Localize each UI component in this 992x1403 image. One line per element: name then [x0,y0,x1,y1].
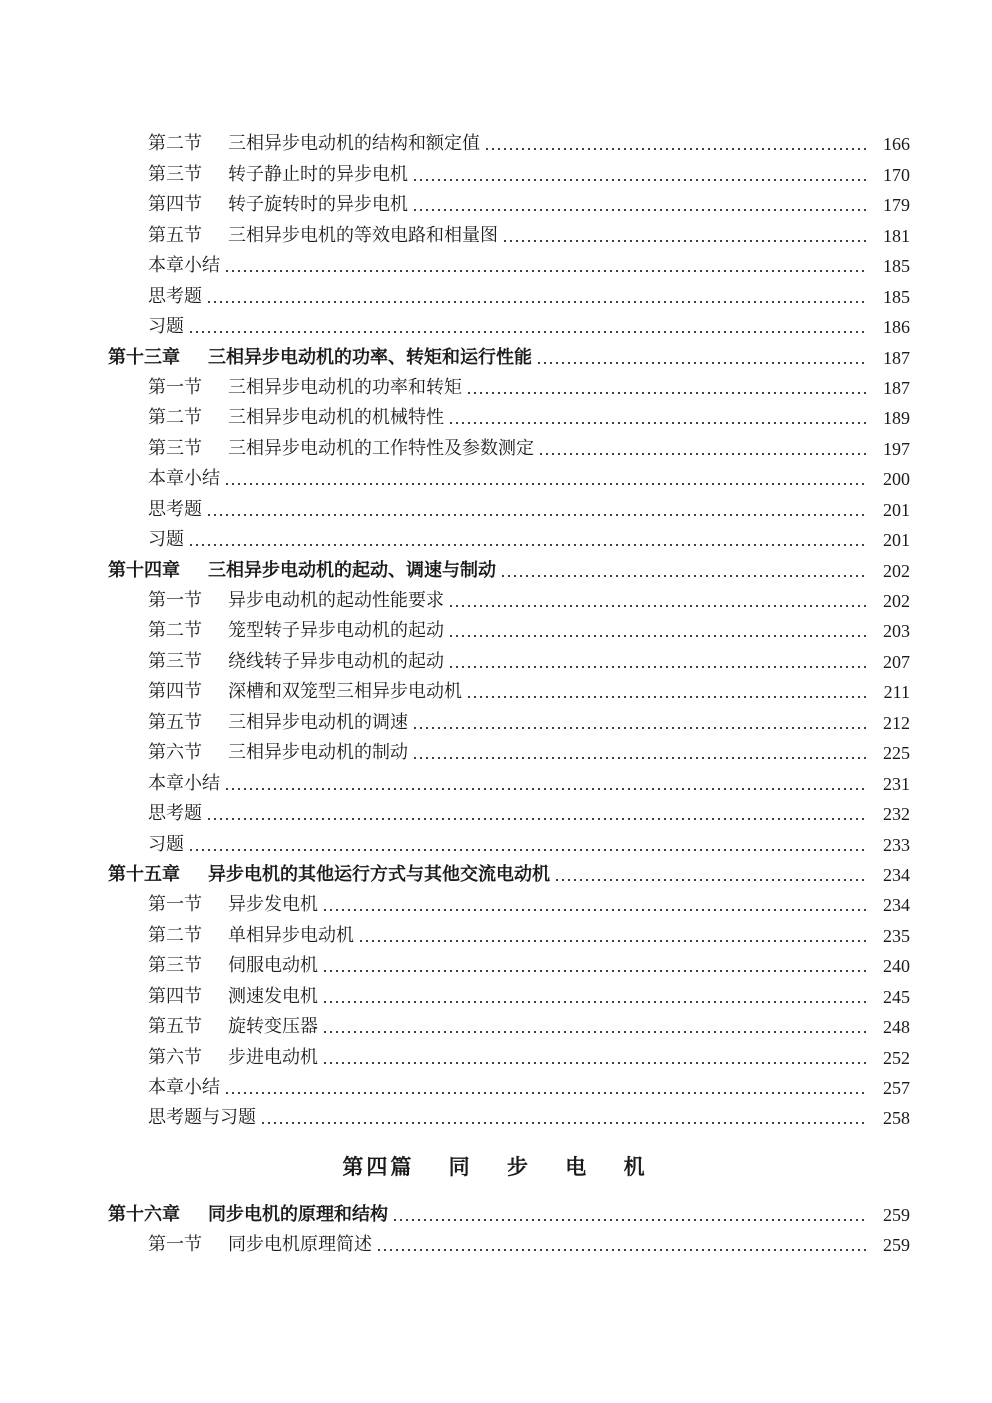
toc-section-entry[interactable] [148,1040,910,1070]
toc-section-entry[interactable] [148,218,910,248]
page-number: 248 [883,1017,910,1038]
toc-section-entry[interactable] [148,157,910,187]
dot-leader [260,1122,868,1124]
toc-entry-label [148,164,408,186]
page-number: 200 [883,469,910,490]
toc-entry-label [148,620,444,642]
dot-leader [188,331,868,333]
dot-leader [448,605,868,607]
toc-entry-title: 三相异步电动机的起动、调速与制动 [208,559,496,581]
dot-leader [412,209,868,211]
dot-leader [206,818,868,820]
toc-entry-label [148,468,220,490]
dot-leader [322,1031,868,1033]
toc-chapter-entry[interactable] [108,858,910,888]
toc-entry-title: 异步电动机的起动性能要求 [228,590,444,611]
toc-section-entry[interactable] [148,310,910,340]
toc-entry-title: 三相异步电动机的结构和额定值 [228,133,480,155]
section-number: 第三节 [148,163,202,185]
section-number: 第五节 [148,224,202,246]
page-number: 197 [883,438,910,459]
toc-entry-label [148,194,408,216]
toc-section-entry[interactable] [148,1071,910,1101]
page-number: 201 [883,530,910,551]
page-number: 252 [883,1047,910,1068]
page-number: 185 [883,256,910,277]
page-number: 234 [883,864,910,885]
section-number: 第一节 [148,376,202,398]
toc-entry-title: 本章小结 [148,1077,220,1098]
page-number: 170 [883,164,910,185]
dot-leader [322,1001,868,1003]
toc-entry-title: 本章小结 [148,468,220,490]
toc-entry-label [148,133,480,155]
dot-leader [224,270,868,272]
toc-entry-label [148,834,184,856]
chapter-number: 第十五章 [108,863,180,885]
toc-entry-label [148,681,462,703]
toc-entry-title: 本章小结 [148,772,220,794]
toc-entry-title: 绕线转子异步电动机的起动 [228,650,444,672]
page-number: 232 [883,804,910,825]
toc-section-entry[interactable] [148,949,910,979]
chapter-number: 第十六章 [108,1203,180,1225]
toc-entry-label [148,894,318,916]
part-heading-text: 第四篇 同 步 电 机 [342,1154,648,1180]
toc-entry-title: 思考题 [148,498,202,520]
section-number: 第二节 [148,133,202,155]
toc-entry-label [148,742,408,764]
toc-entry-title: 深槽和双笼型三相异步电动机 [228,681,462,703]
toc-entry-label [108,560,496,582]
toc-entry-title: 同步电机原理简述 [228,1234,372,1256]
section-number: 第二节 [148,407,202,429]
dot-leader [358,940,868,942]
page-number: 245 [883,986,910,1007]
section-number: 第二节 [148,620,202,642]
toc-section-entry[interactable] [148,401,910,431]
dot-leader [322,970,868,972]
page-number: 189 [883,408,910,429]
toc-chapter-entry[interactable] [108,340,910,370]
section-number: 第二节 [148,924,202,946]
toc-entry-title: 同步电机的原理和结构 [208,1203,388,1225]
toc-section-entry[interactable] [148,614,910,644]
page-number: 212 [883,712,910,733]
page-number: 231 [883,773,910,794]
toc-section-entry[interactable] [148,127,910,157]
dot-leader [412,179,868,181]
page-number: 240 [883,956,910,977]
toc-entry-title: 笼型转子异步电动机的起动 [228,620,444,642]
toc-entry-title: 旋转变压器 [228,1016,318,1038]
toc-section-entry[interactable] [148,249,910,279]
dot-leader [538,453,868,455]
dot-leader [224,483,868,485]
toc-entry-label [108,347,532,369]
section-number: 第五节 [148,711,202,733]
toc-entry-title: 三相异步电动机的调速 [228,711,408,733]
page-number: 257 [883,1078,910,1098]
toc-entry-label [148,255,220,277]
toc-section-entry[interactable] [148,462,910,492]
toc-entry-title: 单相异步电动机 [228,924,354,946]
toc-section-entry[interactable] [148,371,910,401]
toc-entry-title: 异步发电机 [228,894,318,916]
toc-entry-label [148,1077,220,1099]
toc-entry-title: 测速发电机 [228,985,318,1007]
toc-section-entry[interactable] [148,1101,910,1131]
toc-section-entry[interactable] [148,766,910,796]
toc-entry-label [148,773,220,795]
dot-leader [536,362,868,364]
page-number: 233 [883,834,910,855]
page-number: 166 [883,134,910,155]
section-number: 第三节 [148,650,202,672]
section-number: 第三节 [148,955,202,977]
toc-entry-label [148,803,202,825]
toc-chapter-entry[interactable] [108,553,910,583]
page-number: 202 [883,591,910,611]
section-number: 第四节 [148,985,202,1007]
dot-leader [224,788,868,790]
toc-entry-title: 伺服电动机 [228,955,318,977]
toc-entry-label [148,438,534,460]
toc-entry-label [148,925,354,947]
page-number: 259 [883,1204,910,1225]
toc-section-entry[interactable] [148,736,910,766]
toc-entry-title: 转子静止时的异步电机 [228,163,408,185]
section-number: 第六节 [148,742,202,764]
dot-leader [392,1219,868,1221]
toc-entry-label [148,377,462,399]
dot-leader [376,1249,868,1251]
toc-entry-label [148,1016,318,1038]
toc-entry-label [148,955,318,977]
chapter-number: 第十四章 [108,559,180,581]
toc-entry-label [148,529,184,551]
page-number: 258 [883,1108,910,1129]
toc-section-entry[interactable] [148,584,910,614]
page-number: 179 [883,195,910,216]
toc-entry-label [148,499,202,521]
toc-section-entry[interactable] [148,705,910,735]
dot-leader [448,422,868,424]
page-number: 185 [883,286,910,307]
toc-entry-label [148,651,444,673]
toc-entry-label [148,1107,256,1129]
dot-leader [188,849,868,851]
toc-entry-label [108,1204,388,1226]
toc-entry-label [148,1234,372,1256]
toc-entry-title: 三相异步电动机的工作特性及参数测定 [228,437,534,459]
section-number: 第六节 [148,1046,202,1068]
section-number: 第四节 [148,194,202,216]
toc-section-entry[interactable] [148,1228,910,1258]
dot-leader [322,909,868,911]
dot-leader [206,514,868,516]
chapter-number: 第十三章 [108,346,180,368]
section-number: 第三节 [148,437,202,459]
section-number: 第一节 [148,894,202,916]
toc-section-entry[interactable] [148,979,910,1009]
toc-entry-title: 三相异步电动机的制动 [228,742,408,764]
toc-entry-title: 思考题 [148,803,202,825]
toc-section-entry[interactable] [148,1010,910,1040]
toc-section-entry[interactable] [148,492,910,522]
dot-leader [500,575,868,577]
toc-section-entry[interactable] [148,797,910,827]
dot-leader [412,727,868,729]
section-number: 第四节 [148,681,202,703]
toc-entry-label [148,316,184,338]
dot-leader [554,879,868,881]
page-number: 181 [883,225,910,246]
table-of-contents [0,127,992,1258]
toc-entry-title: 步进电动机 [228,1046,318,1068]
toc-section-entry[interactable] [148,827,910,857]
page-number: 211 [883,682,910,703]
dot-leader [448,635,868,637]
toc-section-entry[interactable] [148,523,910,553]
toc-section-entry[interactable] [148,279,910,309]
page-number: 235 [883,925,910,946]
toc-section-entry[interactable] [148,888,910,918]
toc-entry-title: 三相异步电动机的功率和转矩 [228,376,462,398]
dot-leader [466,696,868,698]
dot-leader [206,301,868,303]
dot-leader [448,666,868,668]
page-number: 259 [883,1235,910,1256]
toc-section-entry[interactable] [148,675,910,705]
toc-entry-label [148,1047,318,1069]
dot-leader [484,148,868,150]
toc-section-entry[interactable] [148,188,910,218]
part-heading [100,1135,890,1197]
section-number: 第一节 [148,590,202,611]
toc-entry-title: 三相异步电机的等效电路和相量图 [228,224,498,246]
toc-section-entry[interactable] [148,918,910,948]
toc-entry-label [148,407,444,429]
dot-leader [466,392,868,394]
toc-entry-label [148,590,444,612]
toc-entry-title: 转子旋转时的异步电机 [228,194,408,216]
page-number: 207 [883,651,910,672]
dot-leader [188,544,868,546]
toc-section-entry[interactable] [148,431,910,461]
toc-entry-title: 三相异步电动机的功率、转矩和运行性能 [208,346,532,368]
page-number: 234 [883,895,910,916]
toc-entry-title: 习题 [148,833,184,855]
dot-leader [502,240,868,242]
page-number: 187 [883,377,910,398]
page-number: 225 [883,743,910,764]
dot-leader [322,1062,868,1064]
toc-entry-title: 习题 [148,529,184,551]
toc-entry-title: 三相异步电动机的机械特性 [228,407,444,429]
toc-entry-title: 思考题 [148,285,202,307]
page-number: 187 [883,347,910,368]
page-number: 202 [883,560,910,581]
dot-leader [224,1092,868,1094]
page-number: 186 [883,317,910,338]
toc-entry-label [148,986,318,1008]
page-number: 203 [883,621,910,642]
toc-section-entry[interactable] [148,644,910,674]
section-number: 第五节 [148,1016,202,1038]
page-number: 201 [883,499,910,520]
toc-entry-title: 异步电机的其他运行方式与其他交流电动机 [208,863,550,885]
section-number: 第一节 [148,1234,202,1256]
toc-entry-title: 习题 [148,316,184,338]
toc-entry-label [148,712,408,734]
toc-entry-title: 本章小结 [148,255,220,277]
dot-leader [412,757,868,759]
toc-chapter-entry[interactable] [108,1197,910,1227]
toc-entry-title: 思考题与习题 [148,1107,256,1129]
toc-entry-label [148,286,202,308]
toc-entry-label [108,864,550,886]
toc-entry-label [148,225,498,247]
